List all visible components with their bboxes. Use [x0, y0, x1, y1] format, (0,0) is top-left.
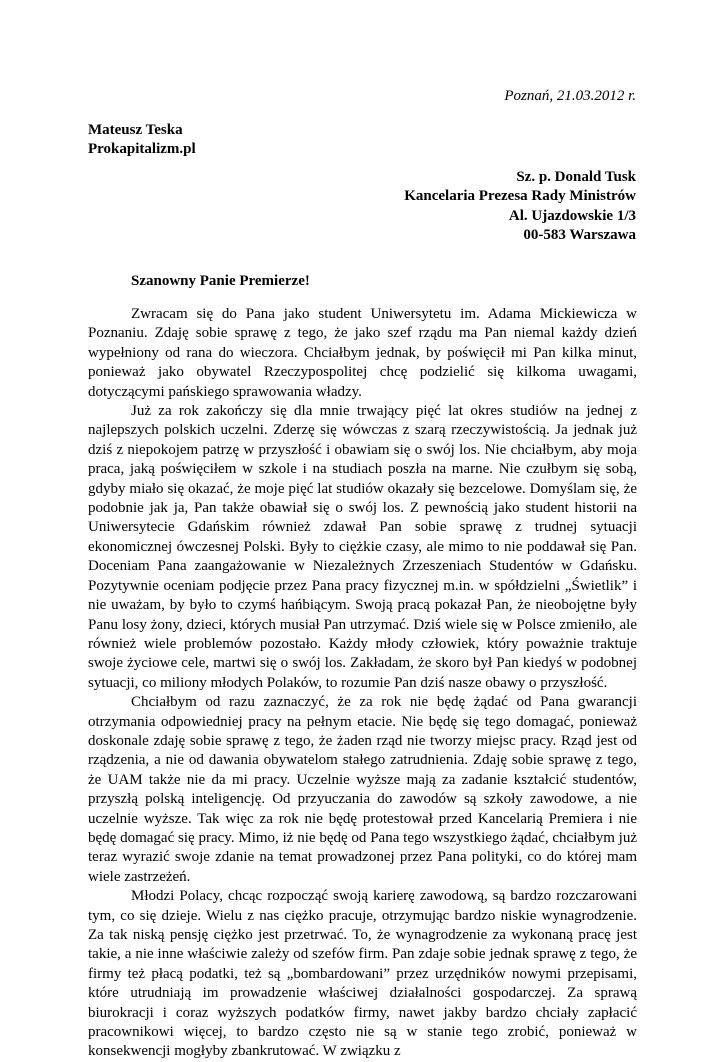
recipient-block: [404, 168, 636, 246]
body-paragraph: Już za rok zakończy się dla mnie trwający pięć lat okres studiów na jednej z najlepszych polskich uczelni. Zderzę się wówczas z szarą rzeczywistością. Ja jednak już dziś z niepokojem patrzę w przyszłość i obawiam się o swój los. Nie chciałbym, aby moja praca, jaką poświęciłem w szkole i na studiach poszła na marne. Nie czułbym się sobą, gdyby miało się okazać, że moje pięć lat studiów okazały się bezcelowe. Domyślam się, że podobnie jak ja, Pan także obawiał się o swój los. Z pewnością jako student historii na Uniwersytecie Gdańskim również zdawał Pan sobie sprawę z trudnej sytuacji ekonomicznej ówczesnej Polski. Były to ciężkie czasy, ale mimo to nie poddawał się Pan. Doceniam Pana zaangażowanie w Niezależnych Zrzeszeniach Studentów w Gdańsku. Pozytywnie oceniam podjęcie przez Pana pracy fizycznej m.in. w spółdzielni „Świetlik” i nie uważam, by było to czymś hańbiącym. Swoją pracą pokazał Pan, że nieobojętne były Panu losy żony, dzieci, których musiał Pan utrzymać. Dziś wiele się w Polsce zmieniło, ale również wiele problemów pozostało. Każdy młody człowiek, który poważnie traktuje swoje życiowe cele, martwi się o swój los. Zakładam, że skoro był Pan kiedyś w podobnej sytuacji, co miliony młodych Polaków, to rozumie Pan dziś nasze obawy o przyszłość.: [88, 403, 637, 691]
salutation: Szanowny Panie Premierze!: [131, 273, 310, 289]
sender-organization: Prokapitalizm.pl: [88, 141, 196, 158]
letter-body: [88, 305, 637, 1062]
body-paragraph: Zwracam się do Pana jako student Uniwersytetu im. Adama Mickiewicza w Poznaniu. Zdaję sobie sprawę z tego, że jako szef rządu ma Pan niemal każdy dzień wypełniony od rana do wieczora. Chciałbym jednak, by poświęcił mi Pan kilka minut, ponieważ jako obywatel Rzeczypospolitej chcę podzielić się kilkoma uwagami, dotyczącymi pańskiego sprawowania władzy.: [88, 306, 637, 400]
recipient-postal: 00-583 Warszawa: [523, 227, 636, 244]
letter-date: Poznań, 21.03.2012 r.: [504, 88, 636, 104]
sender-block: [88, 121, 196, 160]
body-paragraph: Chciałbym od razu zaznaczyć, że za rok nie będę żądać od Pana gwarancji otrzymania odpowiedniej pracy na pełnym etacie. Nie będę się tego domagać, ponieważ doskonale zdaję sobie sprawę z tego, że żaden rząd nie tworzy miejsc pracy. Rząd jest od rządzenia, a nie od dawania obywatelom stałego zatrudnienia. Zdaję sobie sprawę z tego, że UAM także nie da mi pracy. Uczelnie wyższe mają za zadanie kształcić studentów, przyszłą polską inteligencję. Od przyuczania do zawodów są szkoły zawodowe, a nie uczelnie wyższe. Tak więc za rok nie będę protestował przed Kancelarią Premiera i nie będę domagać się pracy. Mimo, iż nie będę od Pana tego wszystkiego żądać, chciałbym już teraz wyrazić swoje zdanie na temat prowadzonej przez Pana polityki, co do której mam wiele zastrzeżeń.: [88, 694, 637, 885]
recipient-street: Al. Ujazdowskie 1/3: [508, 207, 636, 224]
sender-name: Mateusz Teska: [88, 122, 183, 138]
body-paragraph: Młodzi Polacy, chcąc rozpocząć swoją karierę zawodową, są bardzo rozczarowani tym, co się dzieje. Wielu z nas ciężko pracuje, otrzymując bardzo niskie wynagrodzenie. Za tak niską pensję ciężko jest przetrwać. To, że wynagrodzenie za wykonaną pracę jest takie, a nie inne właściwie zależy od szefów firm. Pan zdaje sobie jednak sprawę z tego, że firmy też płacą podatki, też są „bombardowani” przez urzędników nowymi przepisami, które utrudniają im prowadzenie właściwej działalności gospodarczej. Za sprawą biurokracji i coraz wyższych podatków firmy, nawet jakby bardzo chciały zapłacić pracownikowi więcej, to bardzo często nie są w stanie tego zrobić, ponieważ w konsekwencji mogłyby zbankrutować. W związku z: [88, 888, 637, 1060]
recipient-name: Sz. p. Donald Tusk: [516, 169, 636, 185]
recipient-office: Kancelaria Prezesa Rady Ministrów: [404, 188, 636, 205]
